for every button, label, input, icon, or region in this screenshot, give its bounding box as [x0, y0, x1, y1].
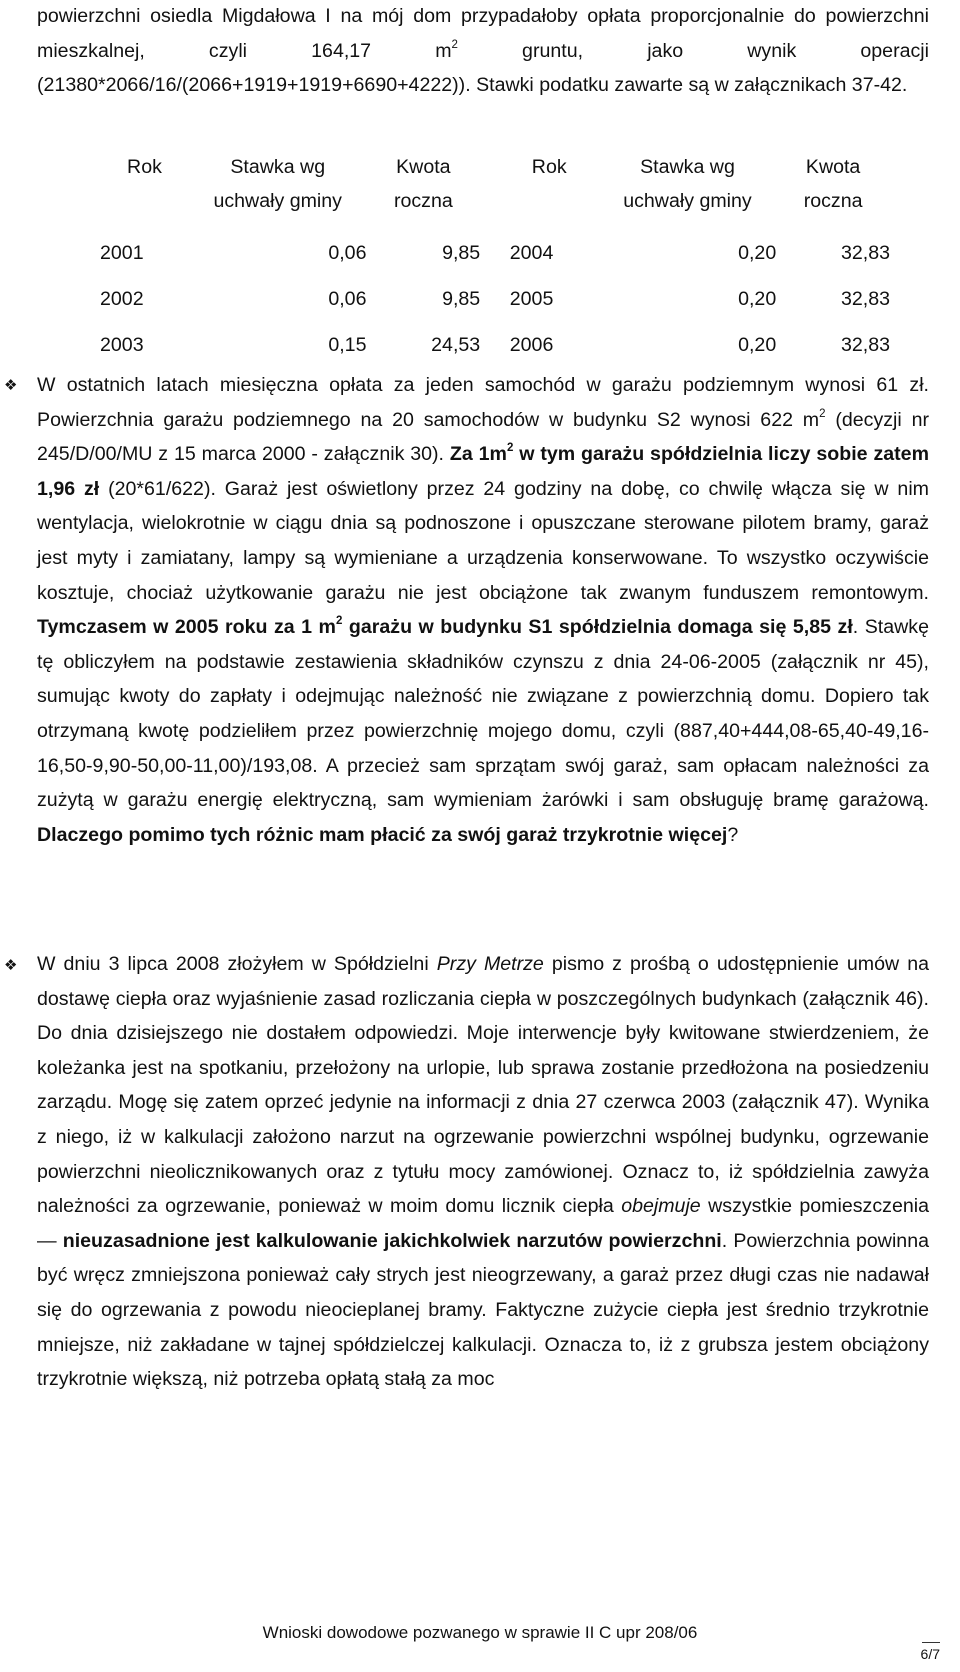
table-cell-gap [480, 276, 500, 322]
para1-text-5: ? [727, 823, 739, 846]
table-cell-amount: 9,85 [442, 287, 481, 310]
para2-italic-1: Przy Metrze [436, 953, 544, 975]
para2-italic-2: obejmuje [621, 1195, 701, 1218]
page-footer: Wnioski dowodowe pozwanego w sprawie II C upr 208/06 [262, 1623, 698, 1642]
header-rate-2 [599, 150, 777, 230]
header-year-1 [100, 150, 189, 230]
table-cell-rate: 0,20 [738, 287, 777, 310]
para1-text-1: W ostatnich latach miesięczna opłata za jeden samochód w garażu podziemnym wynosi 61 zł. Powierzchnia garażu podziemnego na 20 samochodów w budynku S2 wynosi 622 m [37, 374, 929, 431]
paragraph-heating [37, 947, 929, 1397]
intro-text-1: powierzchni osiedla Migdałowa I na mój dom przypadałoby opłata proporcjonalnie do powierzchni mieszkalnej, czyli 164,17 m [37, 5, 929, 62]
intro-text-2: gruntu, jako wynik operacji (21380*2066/16/(2066+1919+1919+6690+4222)). Stawki podatku zawarte są w załącznikach 37-42. [37, 39, 929, 97]
para1-bold-2b: garażu w budynku S1 spółdzielnia domaga się 5,85 zł [342, 616, 853, 639]
table-cell-amount: 32,83 [840, 287, 890, 310]
table-cell-amount: 9,85 [442, 241, 481, 264]
paragraph-garage [37, 368, 929, 852]
page-number-rule [922, 1642, 940, 1643]
para1-bold-3: Dlaczego pomimo tych różnic mam płacić za swój garaż trzykrotnie więcej [37, 823, 728, 846]
table-cell-amount: 32,83 [840, 333, 890, 356]
header-amount-2 [776, 150, 890, 230]
para1-superscript-2: 2 [506, 442, 514, 455]
table-cell-rate: 0,06 [328, 241, 367, 264]
table-header-row [100, 150, 890, 230]
page-number: 6/7 [920, 1646, 940, 1662]
table-row [100, 276, 890, 322]
tax-rates-table [100, 150, 890, 368]
table-cell-rate: 0,15 [328, 333, 367, 356]
para1-bold-2a: Tymczasem w 2005 roku za 1 m [37, 616, 336, 639]
table-cell-year: 2001 [100, 241, 144, 264]
header-rate-1-line1: Stawka wg [230, 156, 326, 178]
header-year-2-label: Rok [531, 156, 567, 178]
para1-superscript-3: 2 [335, 615, 343, 628]
header-amount-1-line1: Kwota [396, 156, 451, 178]
table-cell-year: 2003 [100, 333, 144, 356]
para2-bold-1: nieuzasadnione jest kalkulowanie jakichkolwiek narzutów powierzchni [62, 1229, 722, 1252]
header-rate-1 [189, 150, 367, 230]
header-rate-2-line1: Stawka wg [640, 156, 735, 178]
diamond-bullet-icon: ❖ [4, 957, 18, 974]
header-year-2 [500, 150, 599, 230]
table-cell-year: 2005 [509, 287, 554, 310]
para2-text-4: . Powierzchnia powinna być wręcz zmniejszona ponieważ cały strych jest nieogrzewany, a garaż przez długi czas nie nadawał się do ogrzewania z powodu nieocieplanej bramy. Faktyczne zużycie ciepła jest średnio trzykrotnie mniejsze, niż zakładane w tajnej spółdzielczej kalkulacji. Oznacza to, iż z grubsza jestem obciążony trzykrotnie większą, niż potrzeba opłatą stałą za moc [37, 1229, 929, 1391]
table-cell-rate: 0,20 [738, 333, 777, 356]
header-amount-2-line2: roczna [803, 190, 863, 212]
header-amount-1-line2: roczna [393, 190, 453, 212]
intro-paragraph [37, 0, 929, 103]
table-cell-rate: 0,06 [328, 287, 367, 310]
para2-text-2: pismo z prośbą o udostępnienie umów na dostawę ciepła oraz wyjaśnienie zasad rozliczania ciepła w poszczególnych budynkach (załącznik 46). Do dnia dzisiejszego nie dostałem odpowiedzi. Moje interwencje były kwitowane stwierdzeniem, że koleżanka jest na spotkaniu, przełożony na urlopie, lub sprawa zostanie przedłożona na posiedzeniu zarządu. Mogę się zatem oprzeć jedynie na informacji z dnia 27 czerwca 2003 (załącznik 47). Wynika z niego, iż w kalkulacji założono narzut na ogrzewanie powierzchni wspólnej budynku, ogrzewanie powierzchni nieolicznikowanych oraz z tytułu mocy zamówionej. Oznacz to, iż spółdzielnia zawyża należności za ogrzewanie, ponieważ w moim domu licznik ciepła [37, 953, 930, 1218]
table-cell-amount: 32,83 [840, 241, 890, 264]
table-cell-gap [480, 322, 500, 368]
diamond-bullet-icon: ❖ [4, 377, 18, 394]
para1-text-4: . Stawkę tę obliczyłem na podstawie zestawienia składników czynszu z dnia 24-06-2005 (załącznik nr 45), sumując kwoty do zapłaty i odejmując należność nie związane z powierzchnią domu. Dopiero tak otrzymaną kwotę podzieliłem przez powierzchnię mojego domu, czyli (887,40+444,08-65,40-49,16-16,50-9,90-50,00-11,00)/193,08. A przecież sam sprzątam swój garaż, sam opłacam należności za zużytą w garażu energię elektryczną, sam wymieniam żarówki i sam obsługuję bramę garażową. [37, 616, 929, 812]
header-amount-1 [366, 150, 480, 230]
header-amount-2-line1: Kwota [805, 156, 861, 178]
para2-text-3: wszystkie pomieszczenia — [37, 1195, 929, 1252]
header-gap [480, 150, 500, 230]
table-cell-year: 2006 [509, 333, 554, 356]
header-year-1-label: Rok [127, 156, 162, 178]
table-cell-year: 2002 [100, 287, 144, 310]
para1-text-3: (20*61/622). Garaż jest oświetlony przez 24 godziny na dobę, co chwilę włącza się w nim wentylacja, wielokrotnie w ciągu dnia są podnoszone i opuszczane sterowane pilotem bramy, garaż jest myty i zamiatany, lampy są wymieniane a urządzenia konserwowane. To wszystko oczywiście kosztuje, chociaż użytkowanie garażu nie jest obciążone tak zwanym funduszem remontowym. [37, 477, 929, 604]
table-row [100, 230, 890, 276]
para1-bold-1a: Za 1m [449, 443, 507, 466]
table-row [100, 322, 890, 368]
header-rate-1-line2: uchwały gminy [213, 190, 342, 212]
para1-text-2: (decyzji nr 245/D/00/MU z 15 marca 2000 - załącznik 30). [37, 408, 929, 466]
intro-superscript: 2 [451, 38, 458, 51]
para1-bold-1b: w tym garażu spółdzielnia liczy sobie zatem 1,96 zł [37, 443, 929, 500]
table-cell-gap [480, 230, 500, 276]
para1-superscript-1: 2 [819, 407, 826, 420]
table-cell-rate: 0,20 [738, 241, 777, 264]
para2-text-1: W dniu 3 lipca 2008 złożyłem w Spółdzielni [37, 953, 437, 975]
table-cell-year: 2004 [509, 241, 554, 264]
header-rate-2-line2: uchwały gminy [623, 190, 752, 212]
table-cell-amount: 24,53 [431, 333, 481, 356]
